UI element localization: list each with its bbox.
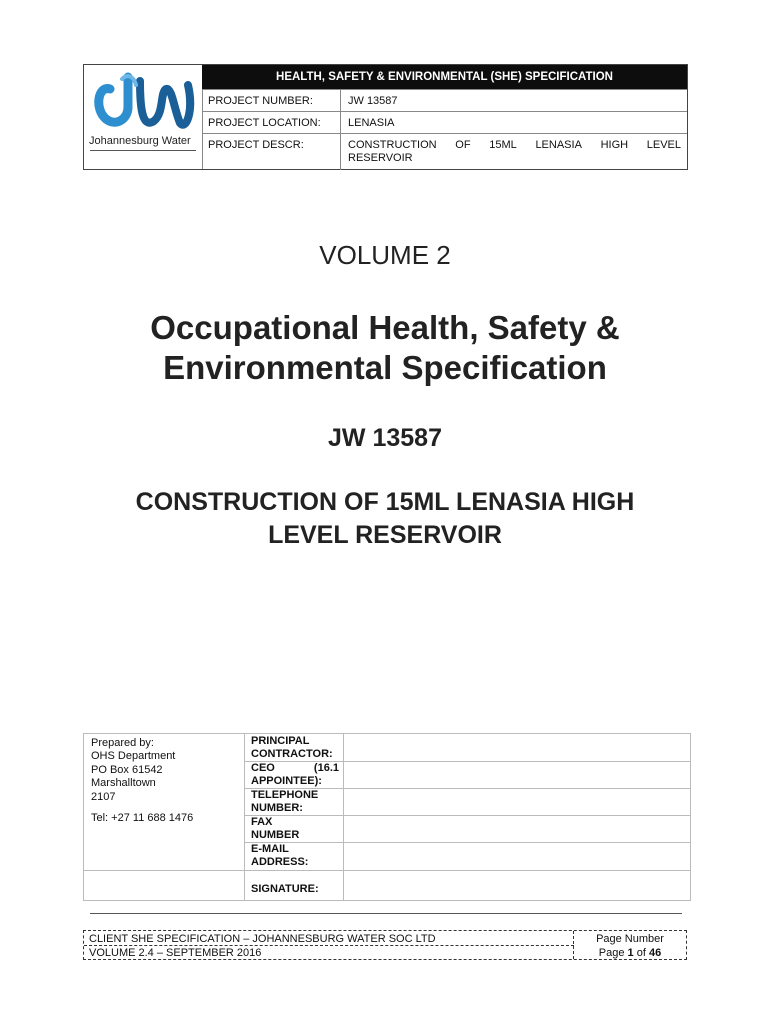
descr-word: OF: [455, 139, 471, 151]
column-divider: [340, 134, 341, 170]
project-number-value: JW 13587: [348, 95, 398, 107]
label-line: NUMBER: [251, 829, 300, 842]
telephone-number-label: [251, 789, 339, 816]
logo-text: Johannesburg Water: [89, 135, 191, 147]
page-of: of: [636, 947, 646, 959]
label-line: TELEPHONE: [251, 789, 319, 801]
column-divider: [340, 112, 341, 134]
page-number-label: Page Number: [596, 933, 664, 945]
email-address-label: [251, 843, 339, 870]
principal-contractor-label: [251, 735, 339, 762]
label-line: NUMBER:: [251, 802, 303, 815]
prepared-by-suburb: Marshalltown: [91, 777, 156, 790]
spec-header-table: [83, 64, 688, 170]
ceo-appointee-label: [251, 762, 339, 789]
column-divider: [343, 734, 344, 900]
page-total: 46: [648, 947, 662, 959]
project-location-value: LENASIA: [348, 117, 395, 129]
prepared-by-po-box: PO Box 61542: [91, 763, 163, 776]
footer-volume-line: VOLUME 2.4 – SEPTEMBER 2016: [89, 947, 262, 959]
label-word: (16.1: [313, 762, 339, 774]
document-title-line-1: Occupational Health, Safety &: [150, 309, 620, 346]
footer-row-rule: [84, 945, 574, 946]
prepared-by-table: [83, 733, 691, 901]
project-title-line-2: LEVEL RESERVOIR: [268, 521, 502, 549]
header-title: HEALTH, SAFETY & ENVIRONMENTAL (SHE) SPECIFICATION: [202, 65, 687, 89]
project-location-row: [202, 111, 687, 134]
descr-word: LEVEL: [646, 139, 681, 151]
label-line: CONTRACTOR:: [251, 748, 333, 761]
label-line: E-MAIL: [251, 843, 289, 855]
descr-word: CONSTRUCTION: [348, 139, 437, 151]
descr-line-2: RESERVOIR: [348, 152, 413, 164]
project-location-label: PROJECT LOCATION:: [208, 117, 321, 129]
logo-underline: [90, 150, 196, 151]
column-divider: [244, 734, 245, 900]
logo-cell: [84, 65, 203, 169]
johannesburg-water-logo-icon: [88, 67, 198, 137]
label-word: CEO: [251, 762, 275, 774]
prepared-by-block: [91, 737, 193, 825]
descr-word: 15ML: [489, 139, 517, 151]
prepared-by-tel: Tel: +27 11 688 1476: [91, 812, 194, 825]
label-line: ADDRESS:: [251, 856, 309, 869]
prepared-by-department: OHS Department: [91, 750, 176, 763]
page-current: 1: [627, 947, 634, 959]
prepared-by-postcode: 2107: [91, 790, 116, 803]
page-number: [574, 947, 686, 959]
volume-heading: VOLUME 2: [319, 240, 451, 270]
label-line: FAX: [251, 816, 273, 828]
descr-word: LENASIA: [535, 139, 582, 151]
label-line: APPOINTEE):: [251, 775, 322, 788]
project-number-label: PROJECT NUMBER:: [208, 95, 313, 107]
project-descr-row: [202, 133, 687, 170]
label-line: PRINCIPAL: [251, 735, 310, 747]
document-title: [0, 308, 770, 388]
project-number-heading: JW 13587: [328, 424, 442, 452]
page-footer: [83, 930, 687, 960]
fax-number-label: [251, 816, 339, 843]
prepared-by-label: Prepared by:: [91, 737, 154, 749]
footer-client-line: CLIENT SHE SPECIFICATION – JOHANNESBURG WATER SOC LTD: [89, 933, 436, 945]
signature-label: SIGNATURE:: [251, 883, 319, 895]
page-prefix: Page: [598, 947, 625, 959]
project-number-row: [202, 89, 687, 112]
project-descr-label: PROJECT DESCR:: [208, 139, 304, 151]
column-divider: [340, 90, 341, 112]
document-title-line-2: Environmental Specification: [163, 349, 607, 386]
footer-separator: [90, 913, 682, 914]
project-title-line-1: CONSTRUCTION OF 15ML LENASIA HIGH: [135, 488, 635, 516]
project-title: [0, 486, 770, 552]
project-descr-value: [348, 139, 681, 165]
descr-word: HIGH: [600, 139, 629, 151]
row-rule: [84, 870, 690, 871]
